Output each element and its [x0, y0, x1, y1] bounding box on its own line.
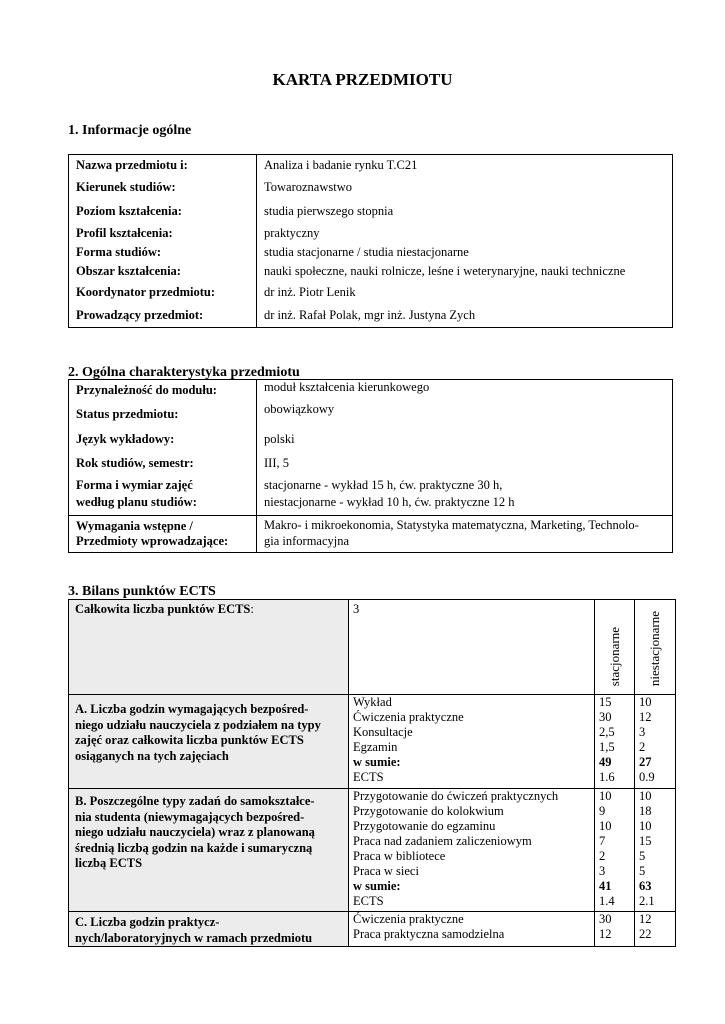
section-2-heading: 2. Ogólna charakterystyka przedmiotu [68, 365, 300, 380]
ects-block-c [69, 912, 676, 947]
item-niestac: 10 [639, 789, 652, 803]
info-value: nauki społeczne, nauki rolnicze, leśne i weterynaryjne, nauki techniczne [264, 263, 626, 278]
item-name: Przygotowanie do kolokwium [353, 804, 504, 818]
char-label: Wymagania wstępne / [69, 516, 257, 535]
item-niestac: 2.1 [639, 894, 655, 908]
block-label-line: niego udziału nauczyciela) wraz z planowaną [75, 825, 315, 839]
block-a-niestac [635, 695, 676, 789]
item-stac: 1,5 [599, 740, 615, 754]
item-stac: 10 [599, 789, 612, 803]
info-value: Analiza i badanie rynku T.C21 [264, 158, 418, 173]
block-label-line: C. Liczba godzin praktycz- [75, 915, 220, 929]
block-b-niestac [635, 789, 676, 912]
char-value: gia informacyjna [264, 534, 350, 548]
ects-block-b [69, 789, 676, 912]
char-value: Makro- i mikroekonomia, Statystyka matematyczna, Marketing, Technolo- [264, 517, 639, 532]
block-c-label [69, 912, 349, 947]
block-b-label [69, 789, 349, 912]
block-c-stac [595, 912, 635, 947]
block-c-items [349, 912, 595, 947]
item-name: Ćwiczenia praktyczne [353, 710, 464, 724]
info-label: Prowadzący przedmiot: [69, 304, 257, 328]
item-name: Praca w sieci [353, 864, 419, 878]
char-value: moduł kształcenia kierunkowego [264, 380, 430, 394]
ects-total-value: 3 [349, 600, 595, 695]
item-niestac: 10 [639, 695, 652, 709]
item-stac: 12 [599, 927, 612, 941]
item-name: Ćwiczenia praktyczne [353, 912, 464, 926]
item-stac: 1.6 [599, 770, 615, 784]
info-label: Obszar kształcenia: [69, 262, 257, 281]
block-a-items [349, 695, 595, 789]
section-1-heading: 1. Informacje ogólne [68, 123, 192, 138]
item-niestac: 12 [639, 710, 652, 724]
block-label-line: B. Poszczególne typy zadań do samokształce- [75, 794, 315, 808]
block-label-line: zajęć oraz całkowita liczba punktów ECTS [75, 733, 304, 747]
item-name: Praca praktyczna samodzielna [353, 927, 505, 941]
item-stac: 15 [599, 695, 612, 709]
info-label: Forma studiów: [69, 243, 257, 262]
block-b-stac [595, 789, 635, 912]
block-label-line: średnią liczbą godzin na każde i sumaryczną [75, 840, 313, 855]
char-label: Forma i wymiar zajęć [69, 476, 257, 495]
item-stac-sum: 49 [599, 755, 612, 769]
item-name: Konsultacje [353, 725, 413, 739]
item-niestac-sum: 27 [639, 755, 652, 769]
block-label-line: nia studenta (niewymagających bezpośred- [75, 809, 305, 824]
item-niestac: 3 [639, 725, 646, 739]
item-name: Praca w bibliotece [353, 849, 446, 863]
char-label: według planu studiów: [69, 495, 257, 516]
info-value: praktyczny [264, 225, 320, 240]
block-label-line: osiąganych na tych zajęciach [75, 748, 229, 763]
item-name: Praca nad zadaniem zaliczeniowym [353, 834, 532, 848]
item-name: ECTS [353, 894, 384, 908]
item-name: ECTS [353, 770, 384, 784]
ects-table [68, 599, 676, 947]
item-stac: 2,5 [599, 725, 615, 739]
page-title: KARTA PRZEDMIOTU [272, 70, 453, 89]
item-niestac: 2 [639, 740, 646, 754]
item-niestac: 15 [639, 834, 652, 848]
item-niestac: 5 [639, 864, 646, 878]
item-niestac: 10 [639, 819, 652, 833]
char-value: polski [264, 432, 295, 446]
block-c-niestac [635, 912, 676, 947]
section-3-heading: 3. Bilans punktów ECTS [68, 584, 216, 599]
char-value: stacjonarne - wykład 15 h, ćw. praktyczne 30 h, [264, 477, 503, 492]
col-header-niestacjonarne: niestacjonarne [647, 610, 662, 686]
char-label: Status przedmiotu: [69, 402, 257, 428]
item-name: Egzamin [353, 740, 398, 754]
info-value: dr inż. Piotr Lenik [264, 284, 356, 299]
item-name: Przygotowanie do ćwiczeń praktycznych [353, 789, 559, 803]
info-label: Kierunek studiów: [69, 177, 257, 199]
block-a-stac [595, 695, 635, 789]
item-stac: 30 [599, 710, 612, 724]
item-name: Wykład [353, 695, 392, 709]
item-niestac: 0.9 [639, 770, 655, 784]
char-label: Przynależność do modułu: [69, 380, 257, 402]
info-value: dr inż. Rafał Polak, mgr inż. Justyna Zych [264, 307, 476, 322]
item-niestac-sum: 63 [639, 879, 652, 893]
general-info-table [68, 154, 673, 328]
block-label-line: niego udziału nauczyciela z podziałem na typy [75, 717, 321, 732]
characteristics-table [68, 379, 673, 553]
char-label: Przedmioty wprowadzające: [69, 534, 257, 552]
info-label: Poziom kształcenia: [69, 199, 257, 224]
item-niestac: 5 [639, 849, 646, 863]
block-label-line: nych/laboratoryjnych w ramach przedmiotu [75, 930, 313, 945]
item-stac: 30 [599, 912, 612, 926]
info-label: Nazwa przedmiotu i: [69, 155, 257, 177]
item-name-sum: w sumie: [353, 755, 401, 769]
info-value: studia pierwszego stopnia [264, 203, 394, 218]
info-value: Towaroznawstwo [264, 180, 352, 194]
item-name-sum: w sumie: [353, 879, 401, 893]
char-value: III, 5 [264, 456, 289, 470]
item-niestac: 12 [639, 912, 652, 926]
char-value: niestacjonarne - wykład 10 h, ćw. praktyczne 12 h [264, 494, 515, 509]
item-stac-sum: 41 [599, 879, 612, 893]
item-stac: 9 [599, 804, 606, 818]
info-label: Profil kształcenia: [69, 224, 257, 243]
item-stac: 1.4 [599, 894, 615, 908]
item-niestac: 22 [639, 927, 652, 941]
item-stac: 10 [599, 819, 612, 833]
char-label: Język wykładowy: [69, 428, 257, 452]
item-stac: 2 [599, 849, 606, 863]
item-stac: 3 [599, 864, 606, 878]
char-label: Rok studiów, semestr: [69, 452, 257, 476]
block-b-items [349, 789, 595, 912]
item-niestac: 18 [639, 804, 652, 818]
item-stac: 7 [599, 834, 606, 848]
item-name: Przygotowanie do egzaminu [353, 819, 496, 833]
ects-total-label-cell [69, 600, 349, 695]
col-header-stacjonarne: stacjonarne [606, 626, 622, 686]
block-label-line: A. Liczba godzin wymagających bezpośred- [75, 702, 309, 716]
info-value: studia stacjonarne / studia niestacjonarne [264, 244, 469, 259]
ects-total-colon: : [250, 602, 254, 616]
info-label: Koordynator przedmiotu: [69, 281, 257, 304]
ects-block-a [69, 695, 676, 789]
char-value: obowiązkowy [264, 401, 335, 416]
ects-total-label: Całkowita liczba punktów ECTS [75, 602, 251, 616]
block-a-label [69, 695, 349, 789]
block-label-line: liczbą ECTS [75, 856, 143, 870]
